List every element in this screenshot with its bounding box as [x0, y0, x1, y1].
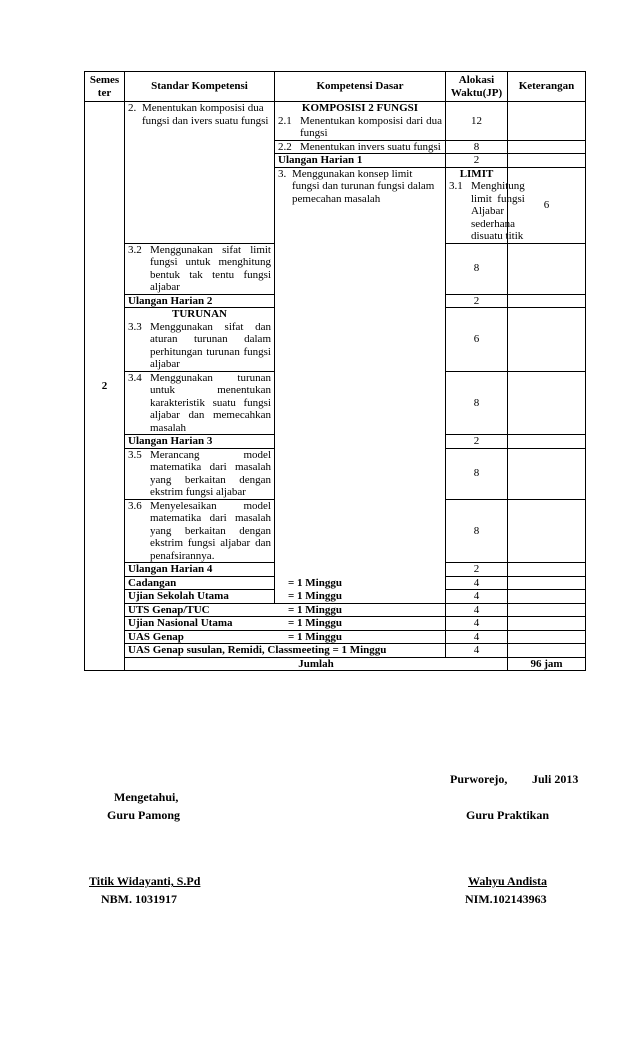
- kd-number: 3.3: [128, 320, 142, 333]
- kd-text: Menggunakan sifat limit fungsi untuk menghitung bentuk tak tentu fungsi aljabar: [150, 243, 271, 293]
- header-row: [85, 72, 586, 102]
- kd-number: 3.1: [449, 180, 463, 192]
- total-value: 96 jam: [508, 657, 586, 671]
- ulangan-label: Ulangan Harian 4: [125, 563, 275, 577]
- summary-row: [85, 590, 586, 604]
- kd-text: Menentukan invers suatu fungsi: [300, 140, 441, 153]
- kd-cell: [125, 448, 275, 499]
- header-semester: Semes ter: [85, 72, 125, 102]
- ket-cell: [508, 590, 586, 604]
- kd-cell: [275, 102, 446, 141]
- ket-cell: [508, 371, 586, 435]
- kd-cell: [125, 499, 275, 563]
- table-row: [85, 102, 586, 141]
- jp-cell: 2: [446, 435, 508, 449]
- jp-cell: 12: [446, 102, 508, 141]
- sk-cell: [125, 102, 275, 244]
- kd-number: 3.4: [128, 371, 142, 384]
- ket-cell: [508, 294, 586, 308]
- kd-cell: [125, 371, 275, 435]
- jp-cell: 8: [446, 499, 508, 563]
- summary-row: [85, 576, 586, 590]
- right-signer-id: NIM.102143963: [465, 892, 547, 906]
- ket-cell: [508, 435, 586, 449]
- kd-number: 2.2: [278, 140, 292, 153]
- sk-number: 2.: [128, 102, 137, 114]
- jp-cell: 6: [508, 167, 586, 243]
- summary-label: UAS Genap: [128, 630, 184, 643]
- jp-cell: 8: [446, 371, 508, 435]
- sk-text: Menggunakan konsep limit fungsi dan turunan fungsi dalam pemecahan masalah: [292, 167, 435, 205]
- jp-cell: 4: [446, 576, 508, 590]
- summary-label: UAS Genap susulan, Remidi, Classmeeting: [128, 644, 330, 656]
- kd-text: Merancang model matematika dari masalah yang berkaitan dengan ekstrim fungsi aljabar: [150, 448, 271, 498]
- place-date: Purworejo,: [450, 772, 508, 786]
- kd-text: Menggunakan sifat dan aturan turunan dalam perhitungan turunan fungsi aljabar: [150, 320, 271, 370]
- summary-label: Cadangan: [128, 576, 177, 589]
- total-row: [85, 657, 586, 671]
- ket-cell: [508, 102, 586, 141]
- section-title: TURUNAN: [172, 308, 227, 320]
- header-alokasi: Alokasi Waktu(JP): [446, 72, 508, 102]
- left-role: Guru Pamong: [107, 808, 181, 822]
- ket-cell: [508, 644, 586, 658]
- kd-cell: [125, 243, 275, 294]
- ket-cell: [508, 140, 586, 154]
- kd-number: 2.1: [278, 114, 292, 127]
- jp-cell: 2: [446, 154, 508, 168]
- jp-cell: 8: [446, 140, 508, 154]
- jp-cell: 8: [446, 243, 508, 294]
- ket-cell: [508, 243, 586, 294]
- ulangan-label: Ulangan Harian 3: [125, 435, 275, 449]
- ket-cell: [508, 617, 586, 631]
- kd-text: Menghitung limit fungsi Aljabar sederhana disuatu titik: [471, 180, 525, 242]
- summary-label: Ujian Sekolah Utama: [128, 590, 229, 602]
- header-keterangan: Keterangan: [508, 72, 586, 102]
- jp-cell: 4: [446, 603, 508, 617]
- jp-cell: 4: [446, 644, 508, 658]
- ket-cell: [508, 563, 586, 577]
- summary-value: = 1 Minggu: [288, 603, 342, 616]
- summary-label: UTS Genap/TUC: [128, 603, 210, 616]
- ulangan-label: Ulangan Harian 1: [275, 154, 446, 168]
- jp-cell: 4: [446, 617, 508, 631]
- jp-cell: 2: [446, 563, 508, 577]
- jp-cell: 2: [446, 294, 508, 308]
- jp-cell: 6: [446, 308, 508, 372]
- ket-cell: [508, 630, 586, 644]
- kd-cell: [446, 167, 525, 243]
- sk-text: Menentukan komposisi dua fungsi dan ivers suatu fungsi: [142, 102, 269, 127]
- kd-number: 3.2: [128, 243, 142, 256]
- mengetahui-label: Mengetahui,: [114, 790, 179, 804]
- kd-cell: [275, 140, 446, 154]
- ulangan-label: Ulangan Harian 2: [125, 294, 275, 308]
- ket-cell: [508, 308, 586, 372]
- semester-value: 2: [85, 102, 125, 671]
- ket-cell: [508, 154, 586, 168]
- summary-value: = 1 Minggu: [288, 617, 342, 629]
- summary-label: Ujian Nasional Utama: [128, 617, 233, 629]
- kd-text: Menyelesaikan model matematika dari masalah yang berkaitan dengan ekstrim fungsi aljabar dan penafsirannya.: [150, 499, 271, 562]
- kd-text: Menentukan komposisi dari dua fungsi: [300, 114, 442, 139]
- summary-value: = 1 Minggu: [332, 644, 387, 656]
- kd-number: 3.6: [128, 499, 142, 512]
- header-kd: Kompetensi Dasar: [275, 72, 446, 102]
- kd-number: 3.5: [128, 448, 142, 461]
- jp-cell: 8: [446, 448, 508, 499]
- summary-row: [85, 630, 586, 644]
- summary-value: = 1 Minggu: [288, 590, 342, 602]
- syllabus-table: [84, 71, 586, 671]
- sk-number: 3.: [278, 167, 287, 180]
- jp-cell: 4: [446, 630, 508, 644]
- ket-cell: [508, 448, 586, 499]
- ket-cell: [508, 499, 586, 563]
- summary-row: [85, 617, 586, 631]
- right-signer-name: Wahyu Andista: [468, 874, 548, 888]
- month-year: Juli 2013: [532, 772, 579, 786]
- sk-cell: [275, 167, 446, 603]
- summary-row: [85, 603, 586, 617]
- ket-cell: [508, 603, 586, 617]
- section-title: LIMIT: [459, 167, 494, 180]
- summary-row: [85, 644, 586, 658]
- left-signer-name: Titik Widayanti, S.Pd: [89, 874, 201, 888]
- summary-value: = 1 Minggu: [288, 630, 342, 643]
- section-title: KOMPOSISI 2 FUNGSI: [301, 102, 419, 114]
- ket-cell: [508, 576, 586, 590]
- total-label: Jumlah: [125, 657, 508, 671]
- kd-cell: [125, 308, 275, 372]
- jp-cell: 4: [446, 590, 508, 604]
- header-sk: Standar Kompetensi: [125, 72, 275, 102]
- summary-value: = 1 Minggu: [288, 576, 342, 589]
- right-role: Guru Praktikan: [466, 808, 550, 822]
- kd-text: Menggunakan turunan untuk menentukan karakteristik suatu fungsi aljabar dan memecahkan masalah: [150, 371, 271, 434]
- left-signer-id: NBM. 1031917: [101, 892, 177, 906]
